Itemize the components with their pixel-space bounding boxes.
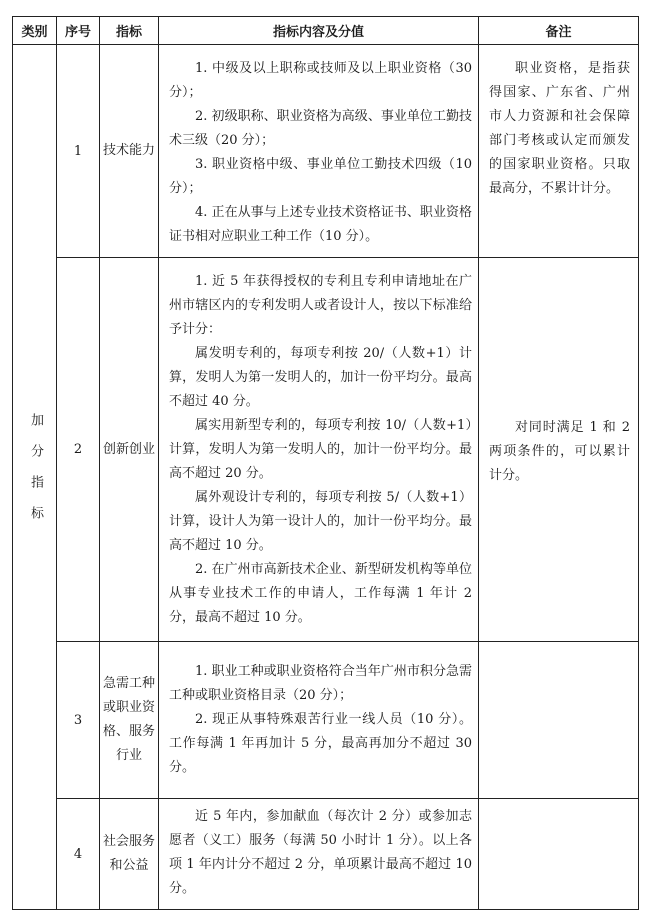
- row-number: 1: [57, 45, 100, 258]
- row-remarks: [479, 799, 639, 910]
- row-content: [159, 799, 479, 910]
- content-paragraph: 1. 近 5 年获得授权的专利且专利申请地址在广州市辖区内的专利发明人或者设计人，按以下标准给予计分：: [169, 274, 472, 337]
- row-remarks: [479, 45, 639, 258]
- row-content: [159, 258, 479, 642]
- content-paragraph: 1. 中级及以上职称或技师及以上职业资格（30 分）；: [169, 61, 472, 100]
- table-row: [13, 45, 639, 258]
- row-content: [159, 45, 479, 258]
- row-content: [159, 642, 479, 799]
- row-remarks: [479, 258, 639, 642]
- row-number: 3: [57, 642, 100, 799]
- points-table: [12, 16, 639, 910]
- content-paragraph: 近 5 年内，参加献血（每次计 2 分）或参加志愿者（义工）服务（每满 50 小时计 1 分）。以上各项 1 年内计分不超过 2 分，单项累计最高不超过 10 分。: [169, 809, 472, 896]
- row-indicator: 急需工种或职业资格、服务行业: [100, 642, 159, 799]
- remarks-text: 对同时满足 1 和 2 两项条件的，可以累计计分。: [489, 419, 630, 483]
- content-paragraph: 2. 初级职称、职业资格为高级、事业单位工勤技术三级（20 分）；: [169, 109, 472, 148]
- header-number: 序号: [57, 17, 100, 45]
- header-indicator: 指标: [100, 17, 159, 45]
- category-cell: [13, 45, 57, 910]
- content-paragraph: 3. 职业资格中级、事业单位工勤技术四级（10 分）；: [169, 157, 472, 196]
- header-row: [13, 17, 639, 45]
- category-label: 加分指标: [28, 413, 43, 537]
- content-paragraph: 1. 职业工种或职业资格符合当年广州市积分急需工种或职业资格目录（20 分）；: [169, 664, 472, 703]
- content-paragraph: 4. 正在从事与上述专业技术资格证书、职业资格证书相对应职业工种工作（10 分）。: [169, 205, 472, 244]
- header-remarks: 备注: [479, 17, 639, 45]
- content-paragraph: 属外观设计专利的，每项专利按 5/（人数+1）计算，设计人为第一设计人的，加计一份平均分。最高不超过 10 分。: [169, 490, 472, 553]
- row-number: 2: [57, 258, 100, 642]
- header-category: 类别: [13, 17, 57, 45]
- header-content: 指标内容及分值: [159, 17, 479, 45]
- content-paragraph: 2. 在广州市高新技术企业、新型研发机构等单位从事专业技术工作的申请人，工作每满 1 年计 2 分，最高不超过 10 分。: [169, 562, 472, 625]
- row-indicator: 技术能力: [100, 45, 159, 258]
- content-paragraph: 属实用新型专利的，每项专利按 10/（人数+1）计算，发明人为第一发明人的，加计一份平均分。最高不超过 20 分。: [169, 418, 472, 481]
- row-remarks: [479, 642, 639, 799]
- table-row: [13, 799, 639, 910]
- table-row: [13, 258, 639, 642]
- content-paragraph: 2. 现正从事特殊艰苦行业一线人员（10 分）。工作每满 1 年再加计 5 分，最高再加分不超过 30 分。: [169, 712, 472, 775]
- content-paragraph: 属发明专利的，每项专利按 20/（人数+1）计算，发明人为第一发明人的，加计一份平均分。最高不超过 40 分。: [169, 346, 472, 409]
- table-row: [13, 642, 639, 799]
- row-number: 4: [57, 799, 100, 910]
- row-indicator: 创新创业: [100, 258, 159, 642]
- row-indicator: 社会服务和公益: [100, 799, 159, 910]
- remarks-text: 职业资格，是指获得国家、广东省、广州市人力资源和社会保障部门考核或认定而颁发的国家职业资格。只取最高分，不累计计分。: [489, 61, 630, 196]
